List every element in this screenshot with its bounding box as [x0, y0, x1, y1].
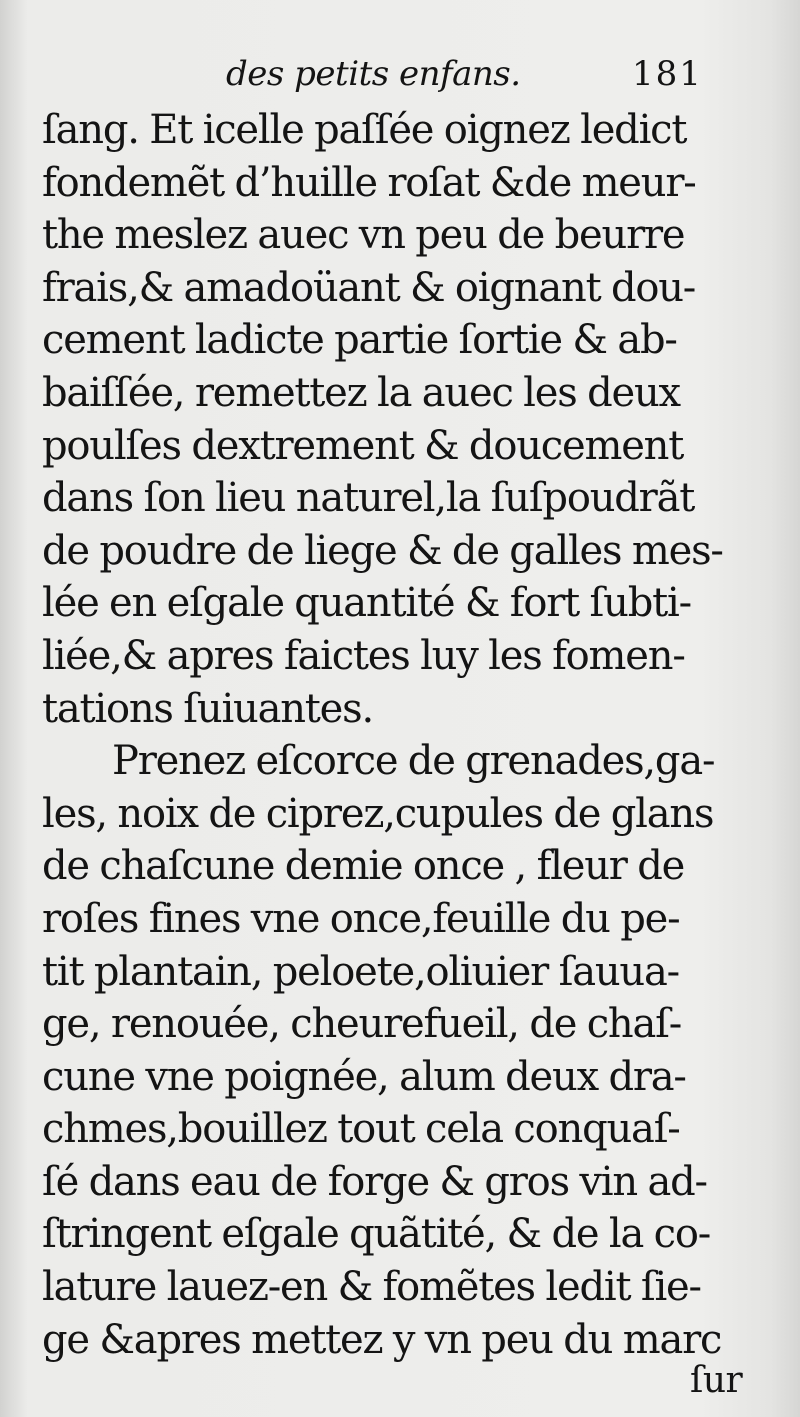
paragraph-2: [42, 735, 742, 1366]
running-title: des petits enfans.: [226, 54, 521, 94]
text-line: lature lauez-en & fomẽtes ledit ſie-: [42, 1264, 701, 1311]
paragraph-1: [42, 104, 742, 735]
text-line: chmes,bouillez tout cela conquaſ-: [42, 1106, 680, 1153]
text-line: cement ladicte partie ſortie & ab-: [42, 317, 677, 364]
page-header: [60, 46, 760, 102]
text-line: de chaſcune demie once , fleur de: [42, 843, 685, 890]
text-line: dans ſon lieu naturel,la ſuſpoudrãt: [42, 475, 695, 522]
text-line: tations ſuiuantes.: [42, 685, 373, 732]
text-line: ſé dans eau de forge & gros vin ad-: [42, 1158, 707, 1205]
text-line: the meslez auec vn peu de beurre: [42, 212, 685, 259]
text-line: ge &apres mettez y vn peu du marc: [42, 1316, 722, 1363]
text-line: cune vne poignée, alum deux dra-: [42, 1053, 686, 1100]
text-line: de poudre de liege & de galles mes-: [42, 527, 723, 574]
text-line: poulſes dextrement & doucement: [42, 422, 684, 469]
text-line: ge, renouée, cheurefueil, de chaſ-: [42, 1001, 682, 1048]
text-line: roſes fines vne once,feuille du pe-: [42, 895, 680, 942]
text-line: baiſſée, remettez la auec les deux: [42, 369, 680, 416]
text-line: Prenez eſcorce de grenades,ga-: [112, 738, 715, 785]
text-line: liée,& apres faictes luy les fomen-: [42, 632, 685, 679]
text-line: tit plantain, peloete,oliuier ſauua-: [42, 948, 679, 995]
catchword: ſur: [690, 1360, 743, 1401]
text-line: frais,& amadoüant & oignant dou-: [42, 264, 696, 311]
text-line: lée en eſgale quantité & fort ſubti-: [42, 580, 691, 627]
body-text: [42, 104, 742, 1366]
page-number: 181: [632, 54, 703, 94]
text-line: les, noix de ciprez,cupules de glans: [42, 790, 714, 837]
text-line: ſtringent eſgale quãtité, & de la co-: [42, 1211, 711, 1258]
text-line: ſang. Et icelle paſſée oignez ledict: [42, 107, 687, 153]
text-line: fondemẽt d’huille roſat &de meur-: [42, 159, 696, 206]
